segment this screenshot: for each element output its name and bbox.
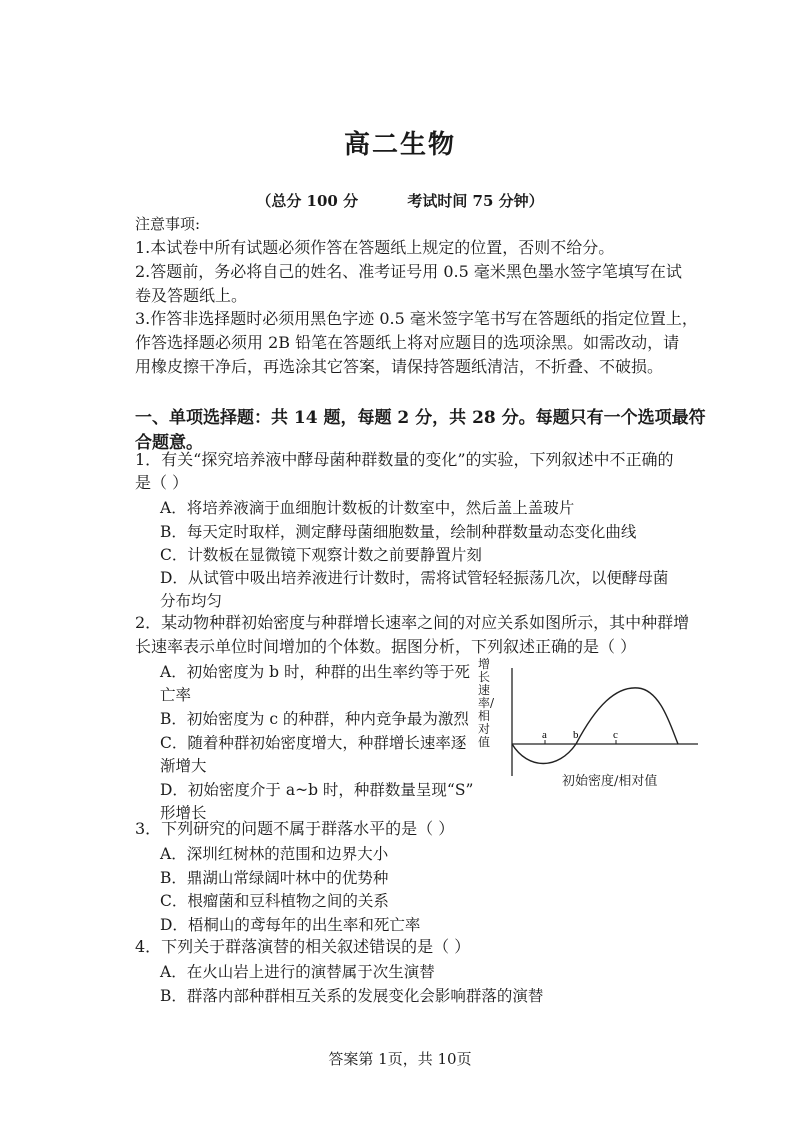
q2-option-d-cont: 形增长 [160,804,207,822]
section-heading-cont: 合题意。 [135,433,203,453]
exam-info [0,190,800,211]
q3-option-a: A．深圳红树林的范围和边界大小 [160,845,389,863]
note-line: 3.作答非选择题时必须用黑色字迹 0.5 毫米签字笔书写在答题纸的指定位置上， [135,309,698,328]
q2-option-a-cont: 亡率 [160,686,192,704]
q4-option-a: A．在火山岩上进行的演替属于次生演替 [160,963,435,981]
chart-x-label: 初始密度/相对值 [562,774,658,789]
chart-svg [478,658,698,788]
note-line: 1.本试卷中所有试题必须作答在答题纸上规定的位置，否则不给分。 [135,238,615,257]
q2-stem: 2．某动物种群初始密度与种群增长速率之间的对应关系如图所示，其中种群增 [135,613,690,632]
page-footer: 答案第 1页，共 10页 [328,1050,472,1068]
note-line: 卷及答题纸上。 [135,286,248,305]
notes-heading: 注意事项: [135,215,201,233]
q1-option-c: C．计数板在显微镜下观察计数之前要静置片刻 [160,546,482,564]
q2-option-b: B．初始密度为 c 的种群，种内竞争最为激烈 [160,710,469,728]
exam-time: 考试时间 75 分钟） [407,192,544,210]
point-a-label: a [542,729,547,741]
point-b-label: b [573,729,579,741]
q2-option-c-cont: 渐增大 [160,757,207,775]
q2-option-c: C．随着种群初始密度增大，种群增长速率逐 [160,734,467,752]
q3-option-d: D．梧桐山的鸢每年的出生率和死亡率 [160,916,421,934]
q1-stem: 1．有关“探究培养液中酵母菌种群数量的变化”的实验，下列叙述中不正确的 [135,450,674,469]
chart-y-label: 增长速率/相对值 [478,657,495,749]
note-line: 作答选择题必须用 2B 铅笔在答题纸上将对应题目的选项涂黑。如需改动，请 [135,333,680,352]
q1-option-b: B．每天定时取样，测定酵母菌细胞数量，绘制种群数量动态变化曲线 [160,523,637,541]
q1-option-d-cont: 分布均匀 [160,592,223,610]
growth-curve [512,688,678,764]
q2-option-d: D．初始密度介于 a~b 时，种群数量呈现“S” [160,781,474,799]
q1-option-a: A．将培养液滴于血细胞计数板的计数室中，然后盖上盖玻片 [160,499,575,517]
q2-option-a: A．初始密度为 b 时，种群的出生率约等于死 [160,663,470,681]
growth-rate-chart [478,658,698,788]
q3-stem: 3．下列研究的问题不属于群落水平的是（ ） [135,819,455,838]
note-line: 2.答题前，务必将自己的姓名、准考证号用 0.5 毫米黑色墨水签字笔填写在试 [135,262,682,281]
q4-option-b: B．群落内部种群相互关系的发展变化会影响群落的演替 [160,987,544,1005]
section-heading: 一、单项选择题：共 14 题，每题 2 分，共 28 分。每题只有一个选项最符 [135,408,706,428]
total-score: （总分 100 分 [256,192,359,210]
q3-option-b: B．鼎湖山常绿阔叶林中的优势种 [160,869,389,887]
q2-stem-cont: 长速率表示单位时间增加的个体数。据图分析，下列叙述正确的是（ ） [135,637,637,656]
q1-stem-cont: 是（ ） [135,473,189,492]
q4-stem: 4．下列关于群落演替的相关叙述错误的是（ ） [135,937,471,956]
note-line: 用橡皮擦干净后，再选涂其它答案，请保持答题纸清洁，不折叠、不破损。 [135,357,664,376]
point-c-label: c [613,729,618,741]
page-title: 高二生物 [343,130,456,160]
q1-option-d: D．从试管中吸出培养液进行计数时，需将试管轻轻振荡几次，以便酵母菌 [160,569,669,587]
q3-option-c: C．根瘤菌和豆科植物之间的关系 [160,892,389,910]
